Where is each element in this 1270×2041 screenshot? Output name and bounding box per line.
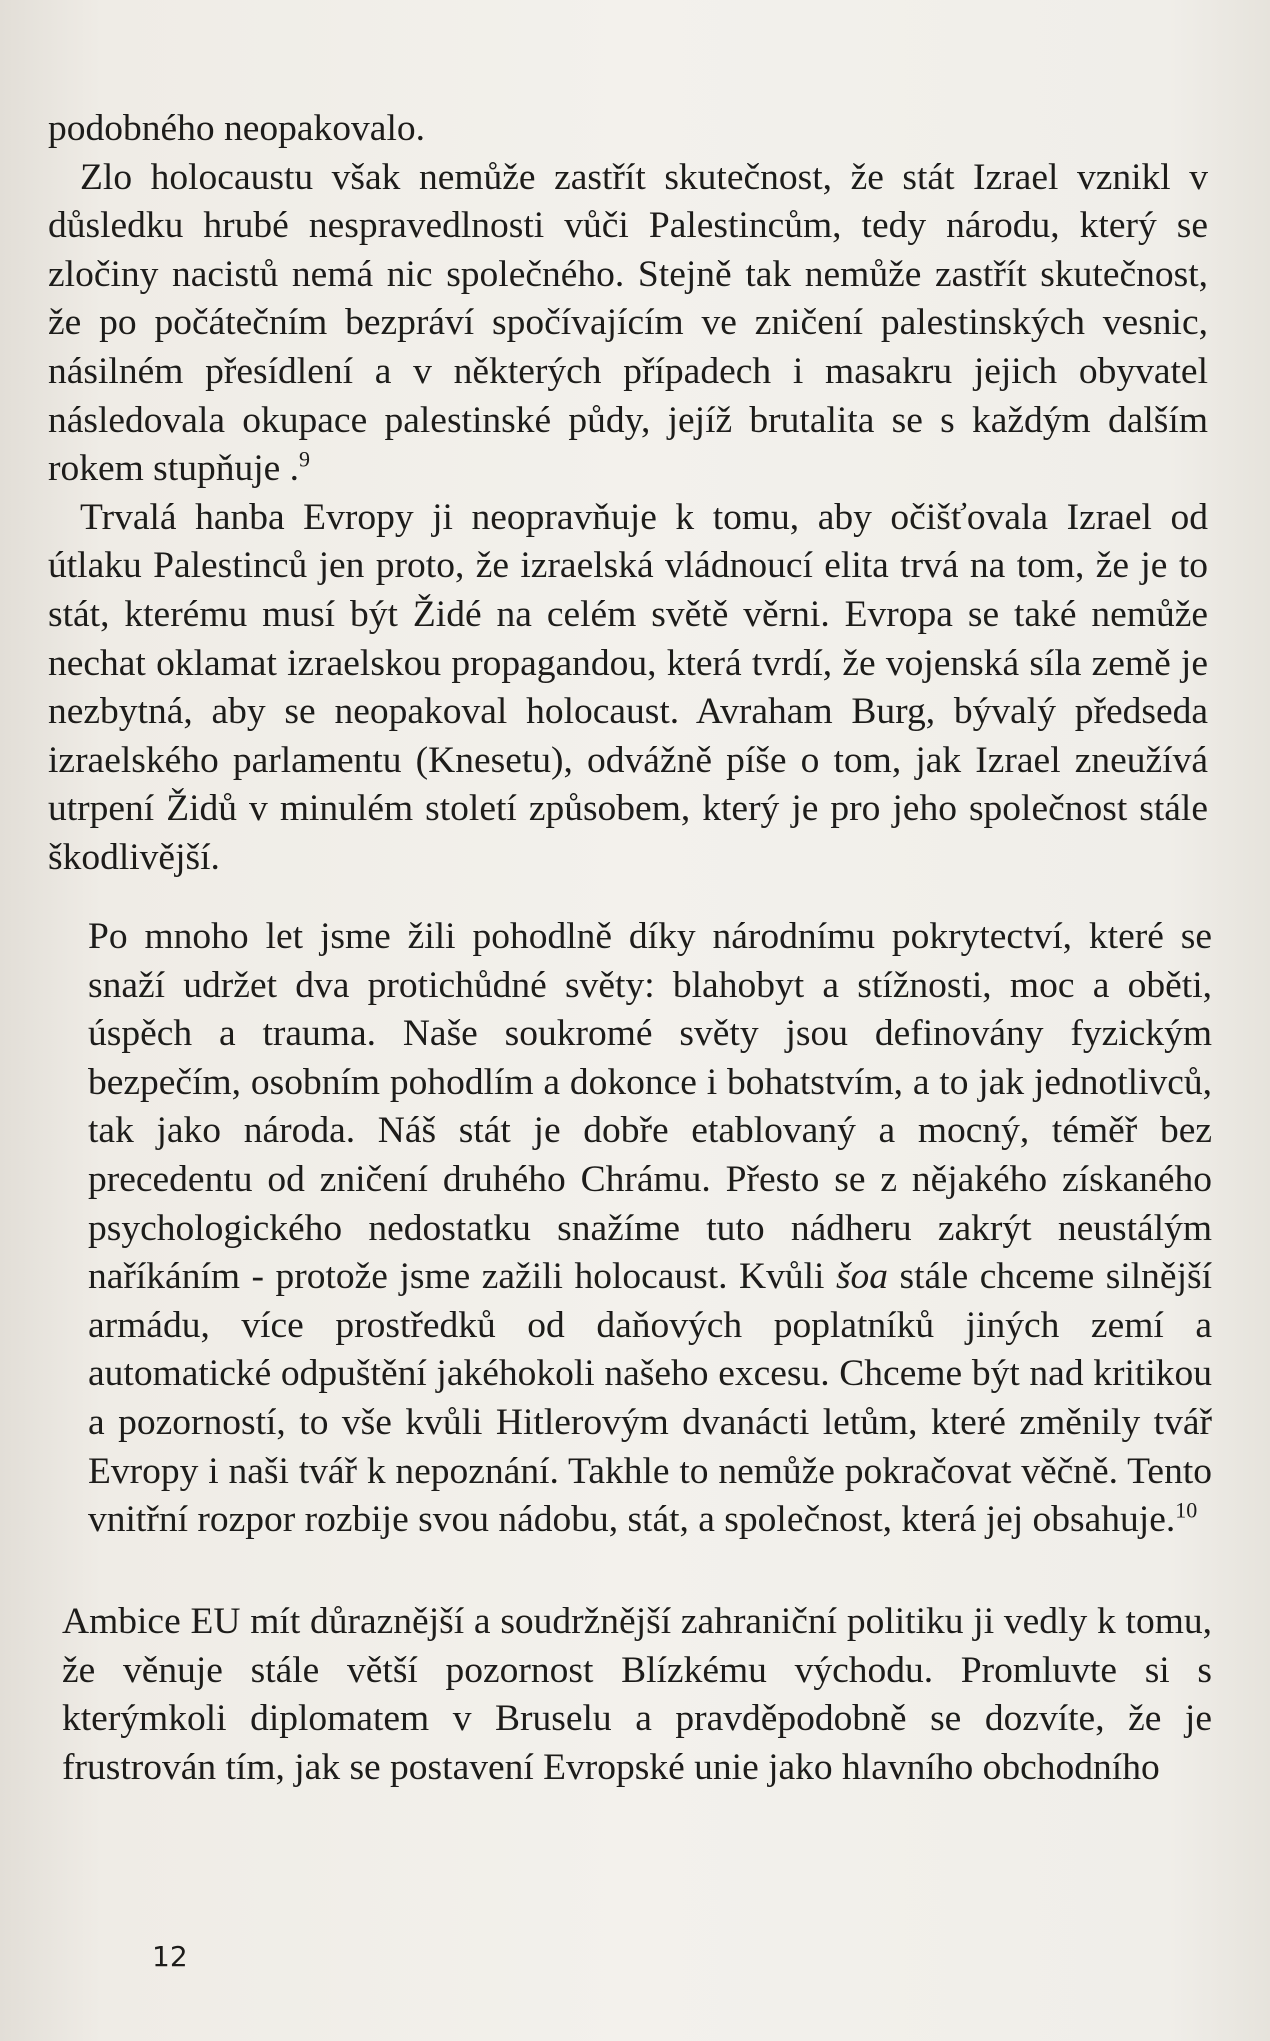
quote-text-start: Po mnoho let jsme žili pohodlně díky národnímu pokrytectví, které se snaží udržet dva protichůdné světy: blahobyt a stížnosti, moc a oběti, úspěch a trauma. Naše soukromé světy jsou definovány fyzickým bezpečím, osobním pohodlím a dokonce i bohatstvím, a to jak jednotlivců, tak jako národa. Náš stát je dobře etablovaný a mocný, téměř bez precedentu od zničení druhého Chrámu. Přesto se z nějakého získaného psychologického nedostatku snažíme tuto nádheru zakrýt neustálým naříkáním - protože jsme zažili holocaust. Kvůli bbox=[88, 916, 1212, 1298]
paragraph-text: Zlo holocaustu však nemůže zastřít skutečnost, že stát Izrael vznikl v důsledku hrubé nespravedlnosti vůči Palestincům, tedy národu, který se zločiny nacistů nemá nic společného. Stejně tak nemůže zastřít skutečnost, že po počátečním bezpráví spočívajícím ve zničení palestinských vesnic, násilném přesídlení a v některých případech i masakru jejich obyvatel následovala okupace palestinské půdy, jejíž brutalita se s každým dalším rokem stupňuje . bbox=[48, 156, 1208, 490]
closing-paragraph bbox=[62, 1598, 1212, 1792]
quote-paragraph bbox=[88, 913, 1212, 1545]
main-text bbox=[48, 105, 1208, 883]
block-quote bbox=[88, 913, 1212, 1545]
paragraph-holocaust-israel bbox=[48, 154, 1208, 494]
paragraph-eu-ambition: Ambice EU mít důraznější a soudržnější zahraniční politiku ji vedly k tomu, že věnuje stále větší pozornost Blízkému východu. Promluvte si s kterýmkoli diplomatem v Bruselu a pravděpodobně se dozvíte, že je frustrován tím, jak se postavení Evropské unie jako hlavního obchodního bbox=[62, 1601, 1212, 1788]
page-number: 12 bbox=[152, 1940, 188, 1973]
paragraph-continuation: podobného neopakovalo. bbox=[48, 108, 425, 149]
footnote-reference: 9 bbox=[299, 446, 311, 472]
footnote-reference: 10 bbox=[1175, 1497, 1198, 1523]
paragraph-europe-shame: Trvalá hanba Evropy ji neopravňuje k tomu, aby očišťovala Izrael od útlaku Palestinců jen proto, že izraelská vládnoucí elita trvá na tom, že je to stát, kterému musí být Židé na celém světě věrni. Evropa se také nemůže nechat oklamat izraelskou propagandou, která tvrdí, že vojenská síla země je nezbytná, aby se neopakoval holocaust. Avraham Burg, bývalý předseda izraelského parlamentu (Knesetu), odvážně píše o tom, jak Izrael zneužívá utrpení Židů v minulém století způsobem, který je pro jeho společnost stále škodlivější. bbox=[48, 496, 1208, 878]
quote-italic-term: šoa bbox=[835, 1256, 889, 1298]
quote-text-end: stále chceme silnější armádu, více prostředků od daňových poplatníků jiných zemí a automatické odpuštění jakéhokoli našeho excesu. Chceme být nad kritikou a pozorností, to vše kvůli Hitlerovým dvanácti letům, které změnily tvář Evropy i naši tvář k nepoznání. Takhle to nemůže pokračovat věčně. Tento vnitřní rozpor rozbije svou nádobu, stát, a společnost, která jej obsahuje. bbox=[88, 1256, 1212, 1541]
